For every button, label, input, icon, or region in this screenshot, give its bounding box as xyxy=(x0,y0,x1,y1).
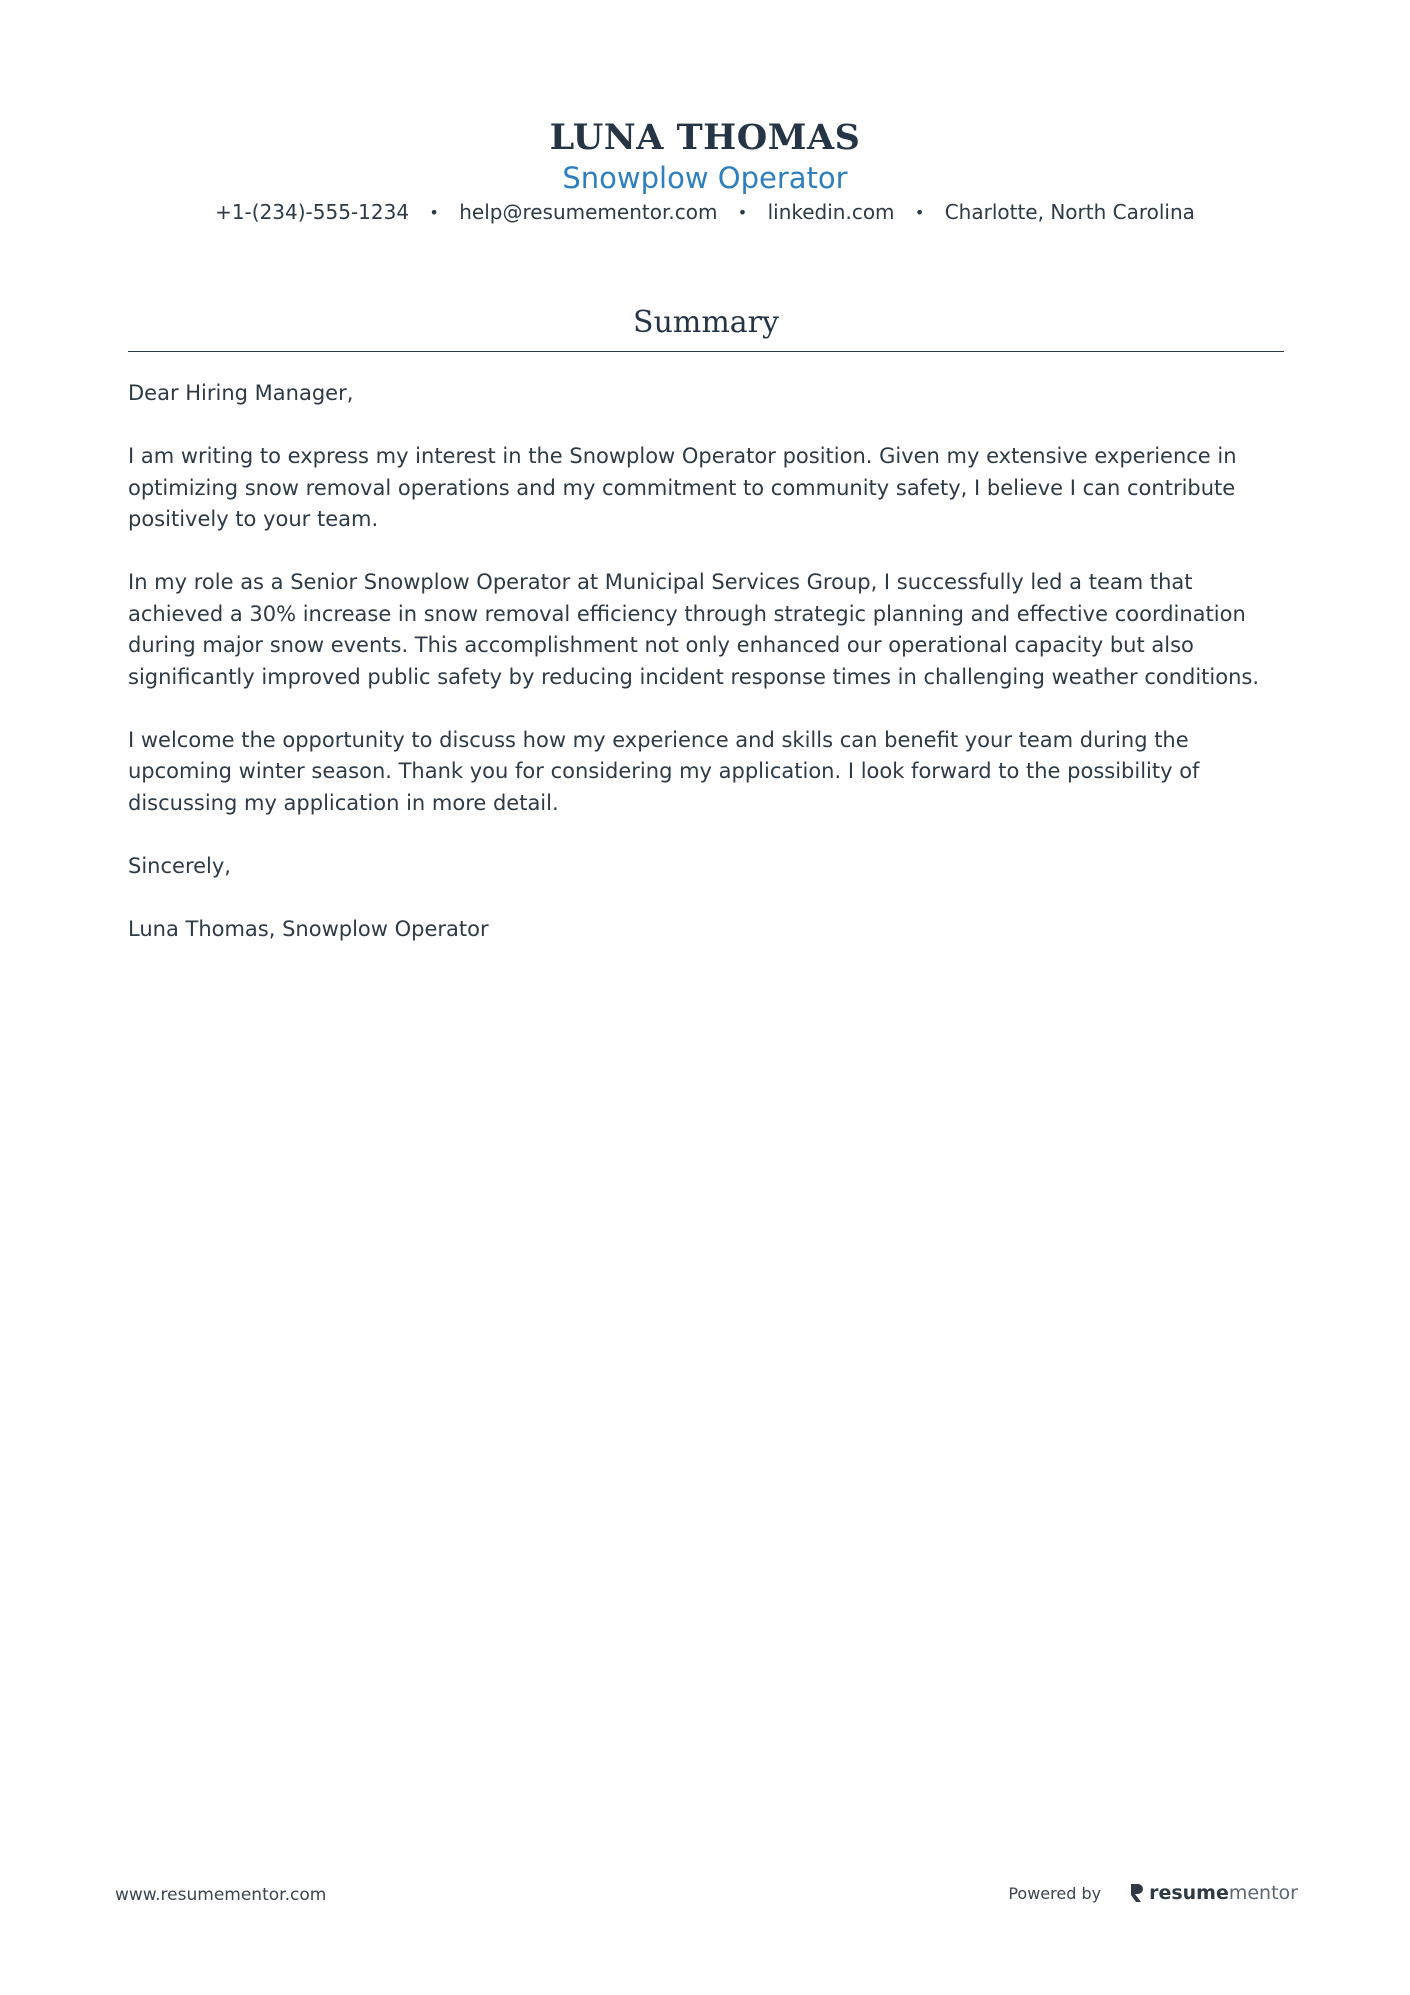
candidate-title: Snowplow Operator xyxy=(562,161,848,195)
contact-email[interactable]: help@resumementor.com xyxy=(459,200,718,224)
footer-branding xyxy=(1008,1880,1298,1906)
bullet-separator: • xyxy=(914,203,925,222)
section-title: Summary xyxy=(633,305,779,340)
contact-linkedin[interactable]: linkedin.com xyxy=(767,200,895,224)
letter-signature: Luna Thomas, Snowplow Operator xyxy=(128,916,489,941)
header xyxy=(0,116,1410,227)
contact-location: Charlotte, North Carolina xyxy=(944,200,1195,224)
letter-paragraph: I am writing to express my interest in the Snowplow Operator position. Given my extensive experience in optimizing snow removal operations and my commitment to community safety, I believe I can contribute positively to your team. xyxy=(128,444,1237,531)
contact-phone: +1-(234)-555-1234 xyxy=(215,200,410,224)
letter-paragraph: I welcome the opportunity to discuss how my experience and skills can benefit your team during the upcoming winter season. Thank you for considering my application. I look forward to the possibility of discussing my application in more detail. xyxy=(128,727,1200,815)
contact-line xyxy=(0,198,1410,227)
powered-by-label: Powered by xyxy=(1008,1883,1102,1903)
letter-body xyxy=(128,378,1288,977)
section-divider xyxy=(128,351,1284,352)
candidate-name: LUNA THOMAS xyxy=(549,117,861,158)
letter-closing: Sincerely, xyxy=(128,853,231,878)
bullet-separator: • xyxy=(737,203,748,222)
resumementor-logo-icon xyxy=(1129,1883,1145,1903)
letter-paragraph: In my role as a Senior Snowplow Operator at Municipal Services Group, I successfully led a team that achieved a 30% increase in snow removal efficiency through strategic planning and effective coordination during major snow events. This accomplishment not only enhanced our operational capacity but also significantly improved public safety by reducing incident response times in challenging weather conditions. xyxy=(128,570,1260,689)
brand-name-light: mentor xyxy=(1228,1882,1298,1904)
footer-website[interactable]: www.resumementor.com xyxy=(115,1885,327,1905)
letter-salutation: Dear Hiring Manager, xyxy=(128,381,354,405)
brand-name-bold: resume xyxy=(1149,1882,1229,1904)
bullet-separator: • xyxy=(429,203,439,222)
brand-logo[interactable] xyxy=(1129,1882,1298,1904)
